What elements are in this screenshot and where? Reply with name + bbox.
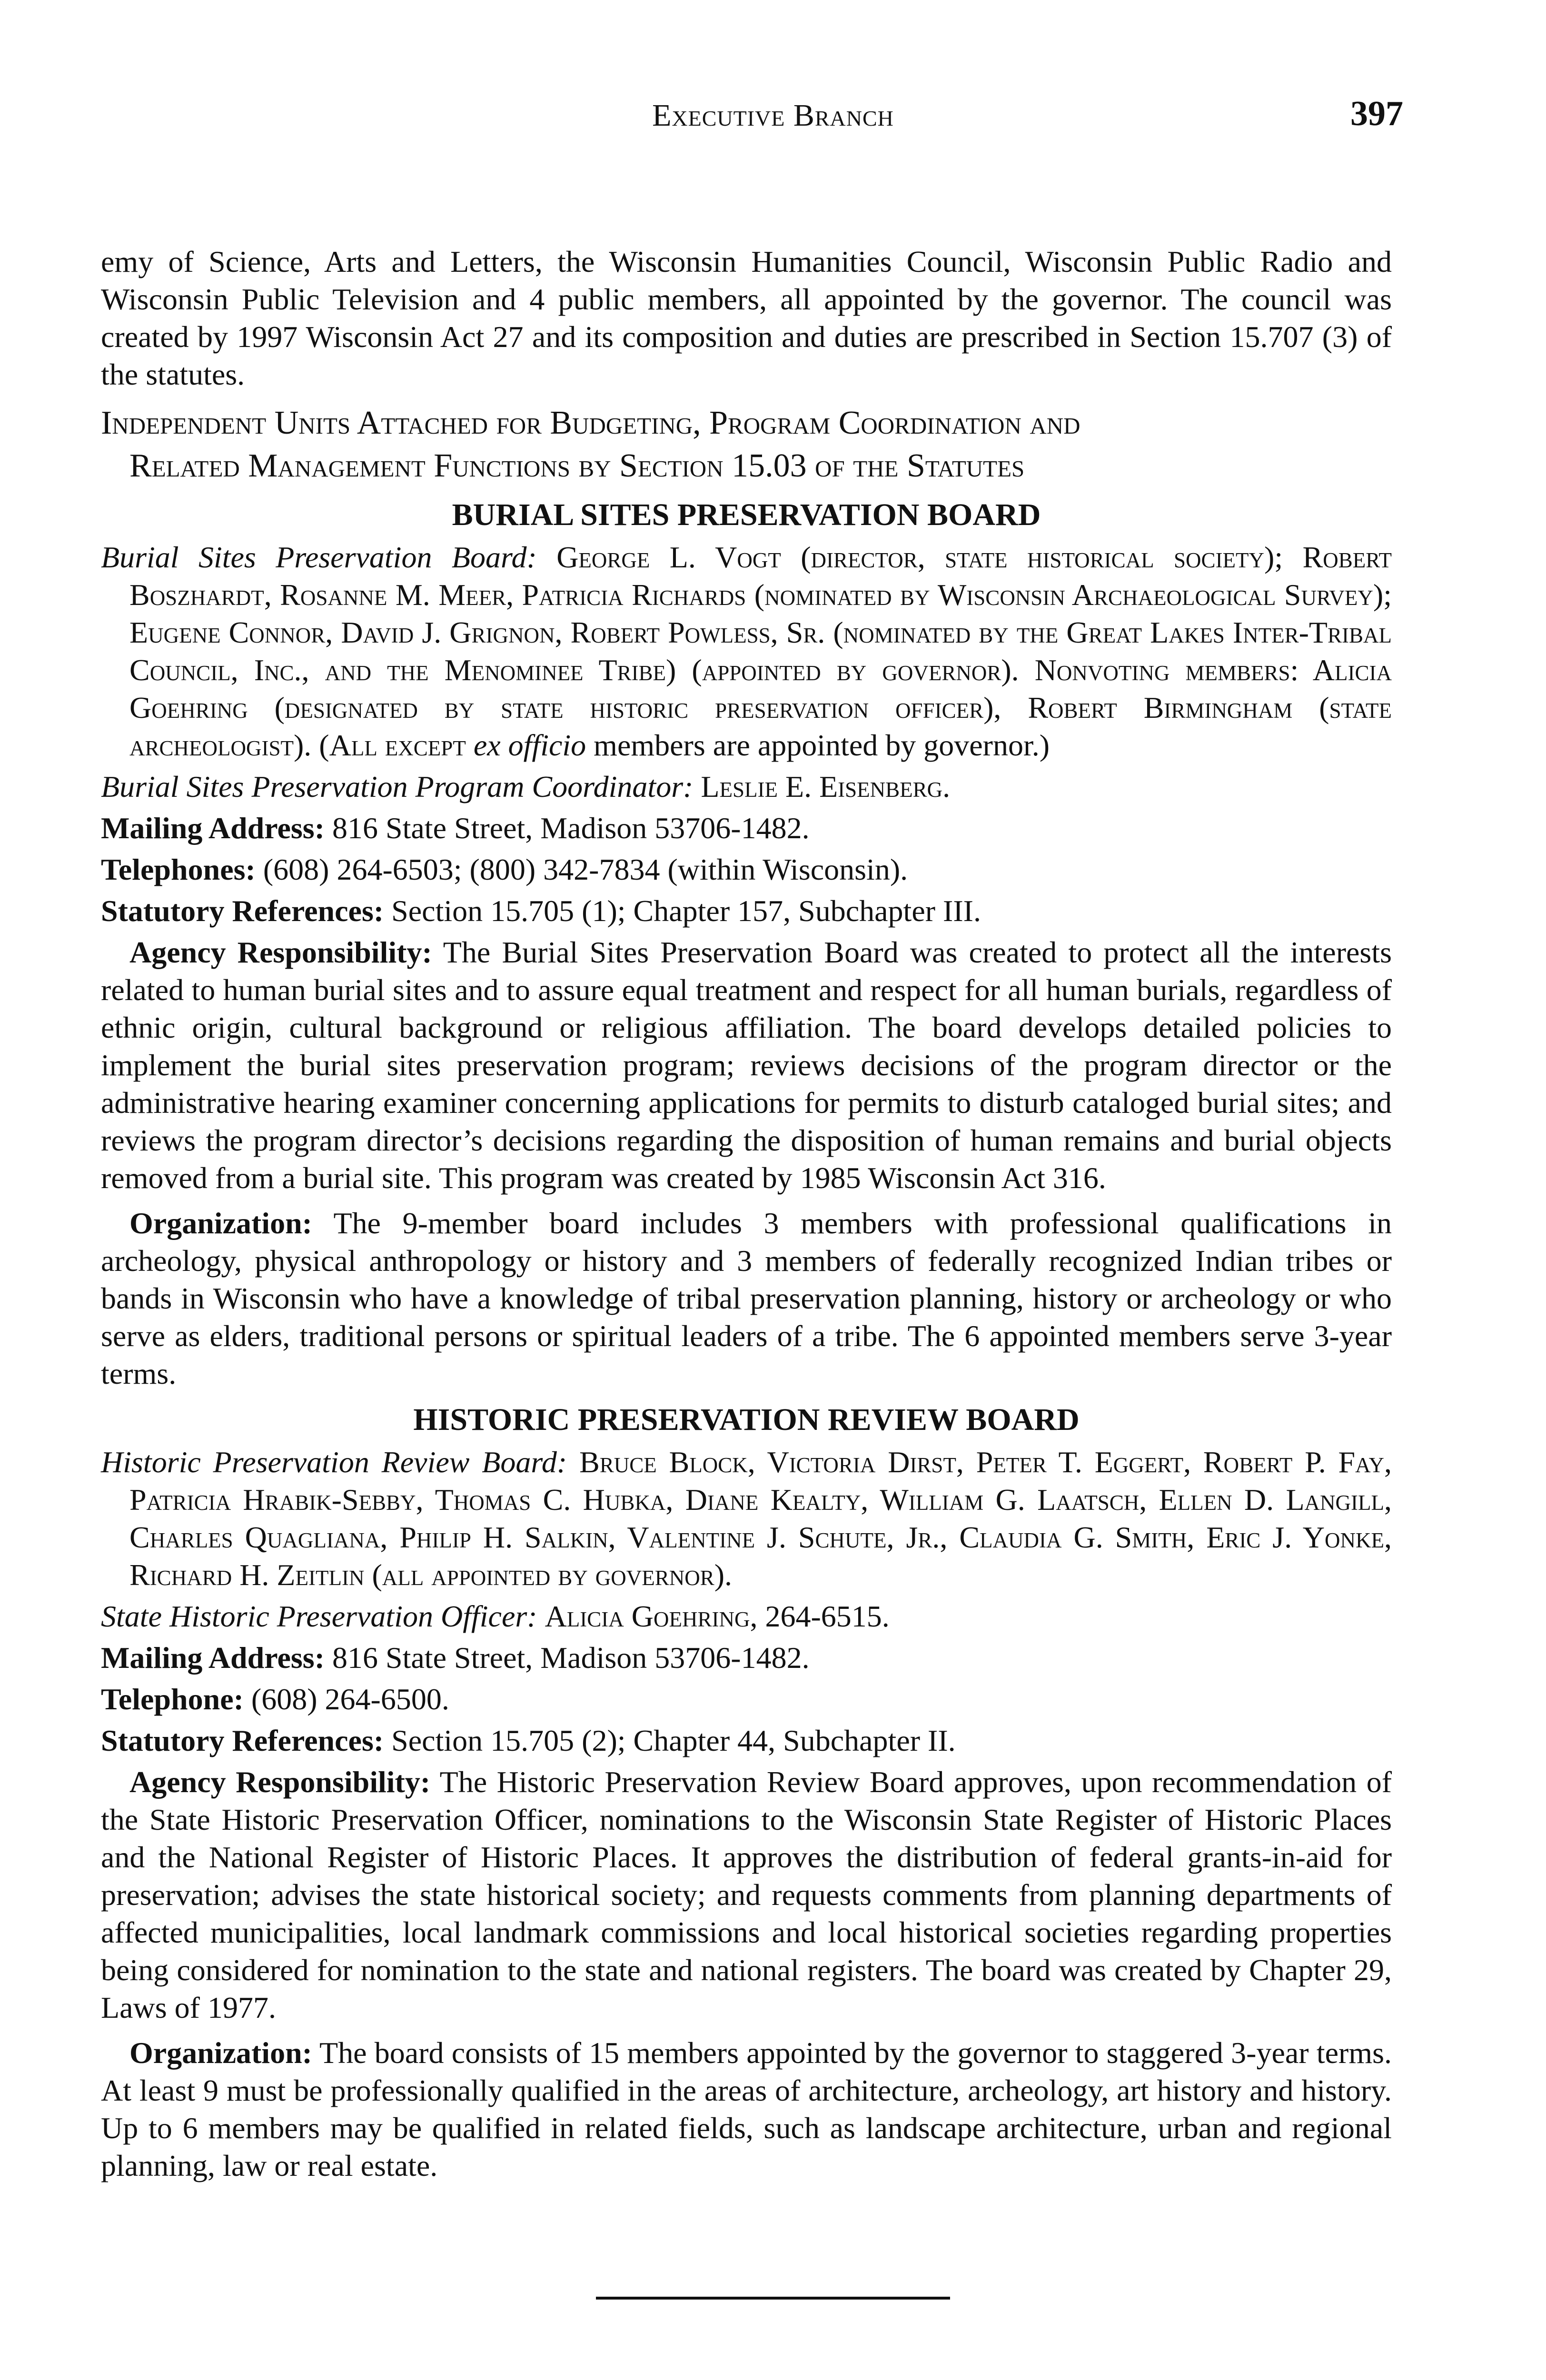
page-number: 397 bbox=[1350, 94, 1403, 133]
ex-officio: ex officio bbox=[473, 728, 586, 762]
coordinator-name: Leslie E. Eisenberg. bbox=[701, 770, 951, 803]
mailing-value: 816 State Street, Madison 53706-1482. bbox=[332, 1641, 810, 1675]
program-coordinator bbox=[101, 768, 1392, 805]
statutory-value: Section 15.705 (2); Chapter 44, Subchapter II. bbox=[391, 1724, 956, 1757]
organization-text: The board consists of 15 members appointed by the governor to staggered 3-year terms. At least 9 must be professionally qualified in the areas of architecture, archeology, art history and history. Up to 6 members may be qualified in related fields, such as landscape architecture, urban and regional planning, law or real estate. bbox=[101, 2036, 1392, 2182]
telephones bbox=[101, 851, 1392, 888]
responsibility-text: The Historic Preservation Review Board approves, upon recommendation of the State Historic Preservation Officer, nominations to the Wisconsin State Register of Historic Places and the National Register of Historic Places. It approves the distribution of federal grants-in-aid for preservation; advises the state historical society; and requests comments from planning departments of affected municipalities, local landmark commissions and local historical societies regarding properties being considered for nomination to the state and national registers. The board was created by Chapter 29, Laws of 1977. bbox=[101, 1765, 1392, 2024]
organization bbox=[101, 1204, 1392, 1392]
organization-label: Organization: bbox=[129, 2036, 312, 2070]
historic-board-section bbox=[101, 1401, 1392, 2184]
telephone bbox=[101, 1680, 1392, 1718]
end-rule bbox=[596, 2297, 950, 2300]
board-role: Burial Sites Preservation Board: bbox=[101, 540, 537, 574]
organization bbox=[101, 2034, 1392, 2184]
mailing-address bbox=[101, 1639, 1392, 1676]
statutory-label: Statutory References: bbox=[101, 1724, 384, 1757]
statutory-references bbox=[101, 892, 1392, 930]
agency-responsibility bbox=[101, 1763, 1392, 2026]
page-header bbox=[0, 94, 1546, 140]
board-members bbox=[101, 538, 1392, 764]
phone-label: Telephone: bbox=[101, 1682, 244, 1716]
mailing-address bbox=[101, 809, 1392, 847]
phone-label: Telephones: bbox=[101, 853, 256, 886]
units-heading-line1: Independent Units Attached for Budgeting, Program Coordination and bbox=[101, 405, 1080, 441]
mailing-label: Mailing Address: bbox=[101, 1641, 325, 1675]
organization-text: The 9-member board includes 3 members with professional qualifications in archeology, physical anthropology or history and 3 members of federally recognized Indian tribes or bands in Wisconsin who have a knowledge of tribal preservation planning, history or archeology or who serve as elders, traditional persons or spiritual leaders of a tribe. The 6 appointed members serve 3-year terms. bbox=[101, 1206, 1392, 1390]
section-title: BURIAL SITES PRESERVATION BOARD bbox=[452, 497, 1041, 532]
section-title: HISTORIC PRESERVATION REVIEW BOARD bbox=[413, 1402, 1080, 1437]
units-heading-line2: Related Management Functions by Section 15.03 of the Statutes bbox=[129, 447, 1025, 484]
board-members-text: George L. Vogt (director, state historical society); Robert Boszhardt, Rosanne M. Meer, Patricia Richards (nominated by Wisconsin Archaeological Survey); Eugene Connor, David J. Grignon, Robert Powless, Sr. (nominated by the Great Lakes Inter-Tribal Council, Inc., and the Menominee Tribe) (appointed by governor). Nonvoting members: Alicia Goehring (designated by state historic preservation officer), Robert Birmingham (state archeologist). (All except bbox=[129, 540, 1392, 762]
mailing-label: Mailing Address: bbox=[101, 811, 325, 845]
statutory-label: Statutory References: bbox=[101, 894, 384, 928]
board-members-tail: members are appointed by governor.) bbox=[594, 728, 1050, 762]
preservation-officer bbox=[101, 1597, 1392, 1635]
page-body bbox=[101, 243, 1392, 2184]
running-head: Executive Branch bbox=[652, 98, 894, 133]
phone-value: (608) 264-6500. bbox=[251, 1682, 449, 1716]
phone-value: (608) 264-6503; (800) 342-7834 (within Wisconsin). bbox=[263, 853, 908, 886]
board-role: Historic Preservation Review Board: bbox=[101, 1445, 567, 1479]
responsibility-label: Agency Responsibility: bbox=[129, 935, 432, 969]
officer-name: Alicia Goehring, 264-6515. bbox=[545, 1599, 890, 1633]
organization-label: Organization: bbox=[129, 1206, 312, 1240]
responsibility-text: The Burial Sites Preservation Board was created to protect all the interests related to human burial sites and to assure equal treatment and respect for all human burials, regardless of ethnic origin, cultural background or religious affiliation. The board develops detailed policies to implement the burial sites preservation program; reviews decisions of the program director or the administrative hearing examiner concerning applications for permits to disturb cataloged burial sites; and reviews the program director’s decisions regarding the disposition of human remains and burial objects removed from a burial site. This program was created by 1985 Wisconsin Act 316. bbox=[101, 935, 1392, 1195]
burial-board-section bbox=[101, 496, 1392, 1392]
statutory-references bbox=[101, 1722, 1392, 1759]
agency-responsibility bbox=[101, 933, 1392, 1197]
coordinator-role: Burial Sites Preservation Program Coordinator: bbox=[101, 770, 694, 803]
board-members bbox=[101, 1443, 1392, 1594]
statutory-value: Section 15.705 (1); Chapter 157, Subchapter III. bbox=[391, 894, 981, 928]
units-heading bbox=[101, 402, 1392, 487]
responsibility-label: Agency Responsibility: bbox=[129, 1765, 431, 1799]
board-members-text: Bruce Block, Victoria Dirst, Peter T. Eggert, Robert P. Fay, Patricia Hrabik-Sebby, Thomas C. Hubka, Diane Kealty, William G. Laatsch, Ellen D. Langill, Charles Quagliana, Philip H. Salkin, Valentine J. Schute, Jr., Claudia G. Smith, Eric J. Yonke, Richard H. Zeitlin (all appointed by governor). bbox=[129, 1445, 1392, 1592]
mailing-value: 816 State Street, Madison 53706-1482. bbox=[332, 811, 810, 845]
intro-paragraph: emy of Science, Arts and Letters, the Wisconsin Humanities Council, Wisconsin Public Radio and Wisconsin Public Television and 4 public members, all appointed by the governor. The council was created by 1997 Wisconsin Act 27 and its composition and duties are prescribed in Section 15.707 (3) of the statutes. bbox=[101, 245, 1392, 391]
officer-role: State Historic Preservation Officer: bbox=[101, 1599, 537, 1633]
